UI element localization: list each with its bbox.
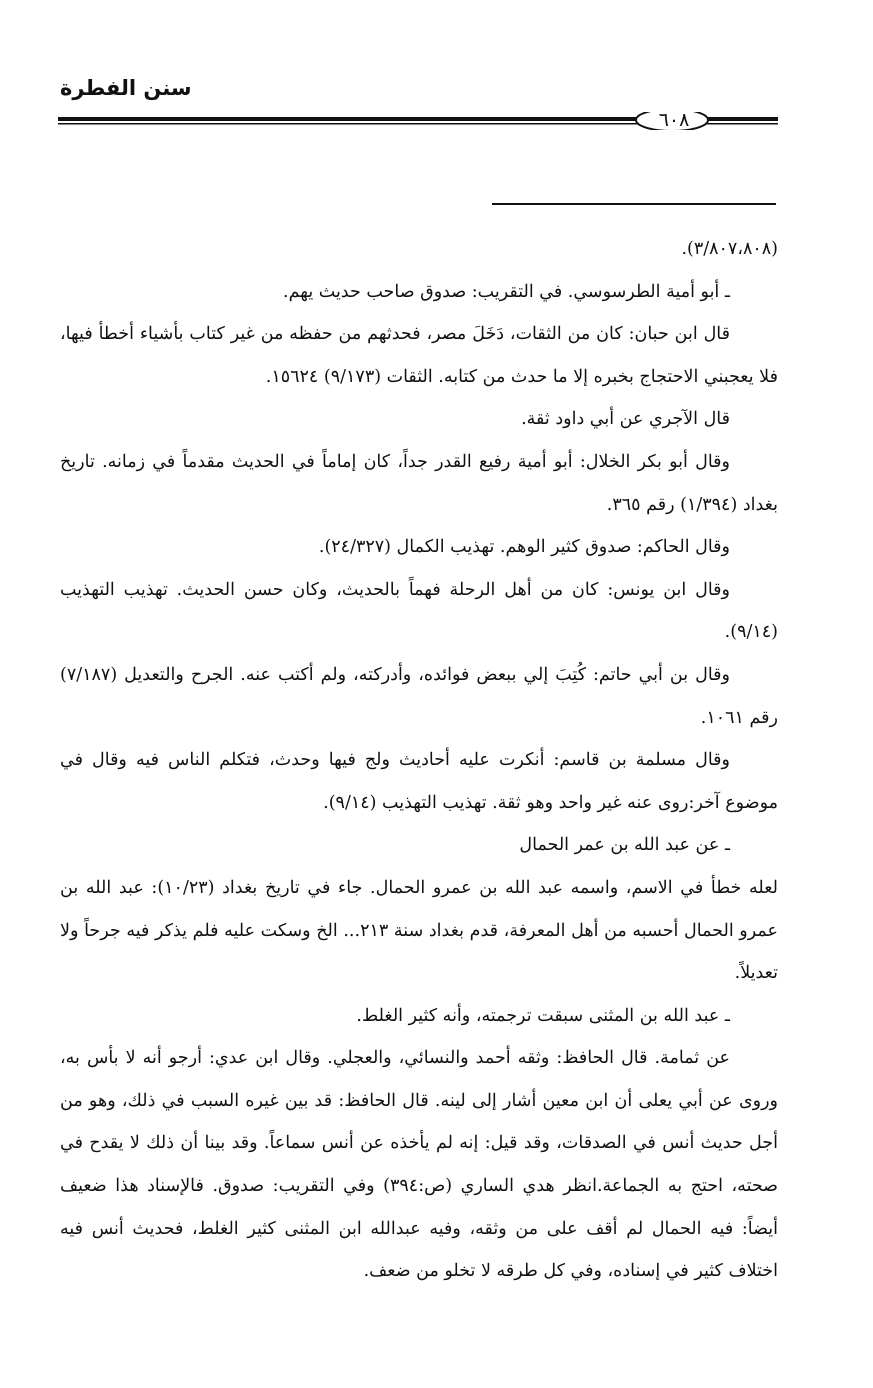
footnote-paragraph: قال الآجري عن أبي داود ثقة. <box>521 409 730 430</box>
footnote-paragraph: قال ابن حبان: كان من الثقات، دَخَلَ مصر، فحدثهم من حفظه من غير كتاب بأشياء أخطأ فيها، فلا يعجبني الاحتجاج بخبره إلا ما حدث من كتابه. الثقات (٩/١٧٣) ١٥٦٢٤. <box>60 324 778 387</box>
footnote-paragraph: عن ثمامة. قال الحافظ: وثقه أحمد والنسائي، والعجلي. وقال ابن عدي: أرجو أنه لا بأس به، وروى عن أبي يعلى أن ابن معين أشار إلى لينه. قال الحافظ: قد بين غيره السبب في ذلك، وهو من أجل حديث أنس في الصدقات، وقد قيل: إنه لم يأخذه عن أنس سماعاً. وقد بينا أن ذلك لا يقدح في صحته، احتج به الجماعة.انظر هدي الساري (ص:٣٩٤) وفي التقريب: صدوق. فالإسناد هذا ضعيف أيضاً: فيه الحمال لم أقف على من وثقه، وفيه عبدالله ابن المثنى كثير الغلط، فحديث أنس فيه اختلاف كثير في إسناده، وفي كل طرقه لا تخلو من ضعف. <box>60 1048 778 1282</box>
footnote-body <box>60 228 778 1293</box>
footnote-paragraph: وقال بن أبي حاتم: كُتِبَ إلي ببعض فوائده، وأدركته، ولم أكتب عنه. الجرح والتعديل (٧/١٨٧) رقم ١٠٦١. <box>60 664 778 728</box>
footnote-paragraph: وقال مسلمة بن قاسم: أنكرت عليه أحاديث ولج فيها وحدث، فتكلم الناس فيه وقال في موضوع آخر:روى عنه غير واحد وهو ثقة. تهذيب التهذيب (٩/١٤). <box>60 750 778 813</box>
footnote-paragraph: ـ عبد الله بن المثنى سبقت ترجمته، وأنه كثير الغلط. <box>356 1005 730 1026</box>
footnote-paragraph: (٣/٨٠٧،٨٠٨). <box>681 239 778 259</box>
footnote-separator <box>492 203 776 205</box>
running-title: سنن الفطرة <box>60 76 192 100</box>
footnote-paragraph: وقال ابن يونس: كان من أهل الرحلة فهماً بالحديث، وكان حسن الحديث. تهذيب التهذيب (٩/١٤). <box>60 579 778 643</box>
footnote-paragraph: ـ أبو أمية الطرسوسي. في التقريب: صدوق صاحب حديث يهم. <box>283 281 730 302</box>
footnote-paragraph: وقال أبو بكر الخلال: أبو أمية رفيع القدر جداً، كان إماماً في الحديث مقدماً في زمانه. تاريخ بغداد (١/٣٩٤) رقم ٣٦٥. <box>60 451 778 515</box>
footnote-paragraph: لعله خطأ في الاسم، واسمه عبد الله بن عمرو الحمال. جاء في تاريخ بغداد (١٠/٢٣): عبد الله بن عمرو الحمال أحسبه من أهل المعرفة، قدم بغداد سنة ٢١٣... الخ وسكت عليه فلم يذكر فيه جرحاً ولا تعديلاً. <box>60 877 778 984</box>
footnote-paragraph: وقال الحاكم: صدوق كثير الوهم. تهذيب الكمال (٢٤/٣٢٧). <box>318 537 730 558</box>
page-number: ٦٠٨ <box>658 109 690 131</box>
footnote-paragraph: ـ عن عبد الله بن عمر الحمال <box>519 835 730 856</box>
